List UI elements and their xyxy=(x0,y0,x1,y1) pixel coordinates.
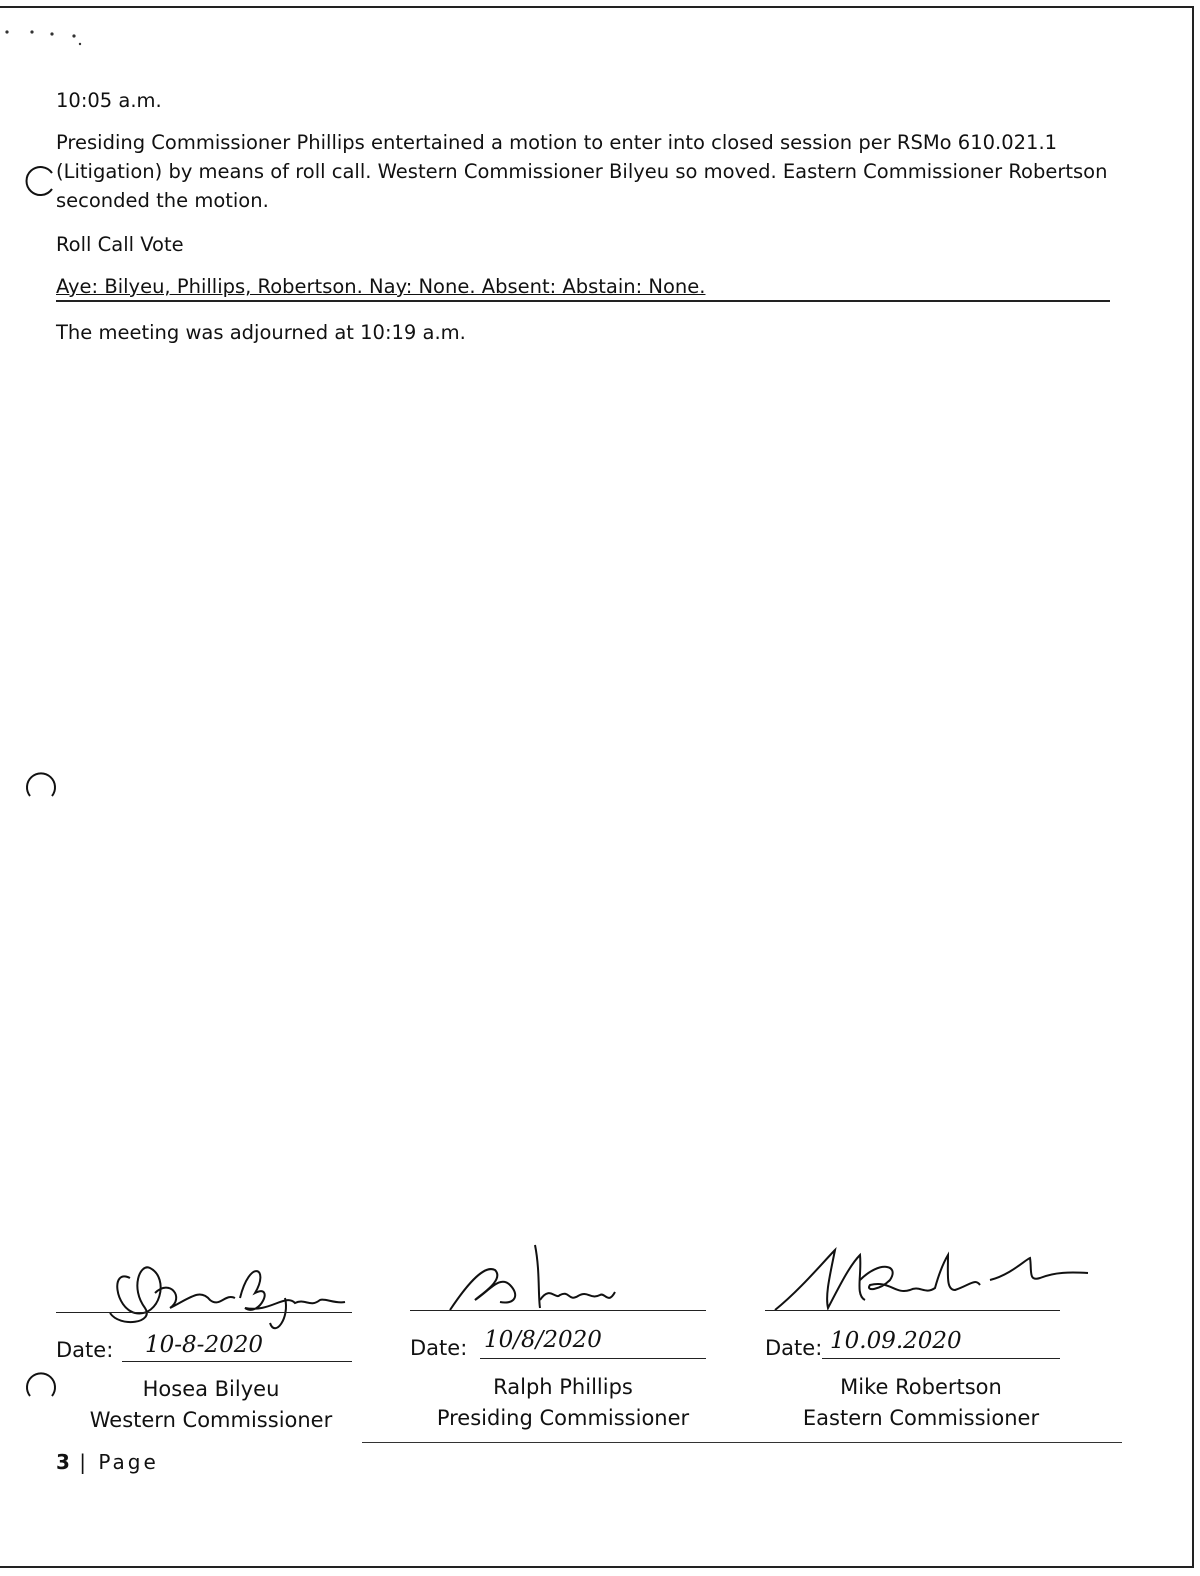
commissioner-name: Ralph Phillips xyxy=(493,1375,633,1399)
signature-line xyxy=(765,1310,1060,1311)
date-label: Date: xyxy=(765,1336,823,1360)
footer-rule xyxy=(362,1442,1122,1443)
signature-line xyxy=(410,1310,706,1311)
signature-line xyxy=(56,1312,352,1313)
date-line xyxy=(822,1358,1060,1359)
scan-specks xyxy=(2,26,92,56)
date-label: Date: xyxy=(56,1338,114,1362)
commissioner-title: Eastern Commissioner xyxy=(802,1406,1040,1430)
date-line xyxy=(122,1361,352,1362)
date-value: 10.09.2020 xyxy=(830,1328,962,1354)
commissioner-title: Presiding Commissioner xyxy=(436,1406,690,1430)
signature-hosea-bilyeu xyxy=(100,1238,350,1338)
commissioner-title: Western Commissioner xyxy=(89,1408,333,1432)
date-line xyxy=(480,1358,706,1359)
punch-hole-icon xyxy=(24,164,58,198)
date-value: 10-8-2020 xyxy=(145,1332,263,1358)
motion-paragraph: Presiding Commissioner Phillips entertained a motion to enter into closed session per RSMo 610.021.1 (Litigation) by means of roll call. Western Commissioner Bilyeu so moved. Eastern Commissioner Robertson seconded the motion. xyxy=(56,131,1108,212)
commissioner-name: Mike Robertson xyxy=(840,1375,1002,1399)
meeting-time: 10:05 a.m. xyxy=(56,89,162,112)
adjournment-note: The meeting was adjourned at 10:19 a.m. xyxy=(56,321,466,344)
date-value: 10/8/2020 xyxy=(484,1327,602,1353)
punch-hole-icon xyxy=(24,770,58,804)
date-label: Date: xyxy=(410,1336,468,1360)
signature-ralph-phillips xyxy=(440,1240,640,1320)
signature-mike-robertson xyxy=(770,1240,1090,1320)
roll-call-heading: Roll Call Vote xyxy=(56,233,184,256)
page-number: 3 | Page xyxy=(56,1450,159,1474)
punch-hole-icon xyxy=(24,1370,58,1404)
commissioner-name: Hosea Bilyeu xyxy=(142,1377,280,1401)
vote-result: Aye: Bilyeu, Phillips, Robertson. Nay: None. Absent: Abstain: None. xyxy=(56,274,1110,302)
